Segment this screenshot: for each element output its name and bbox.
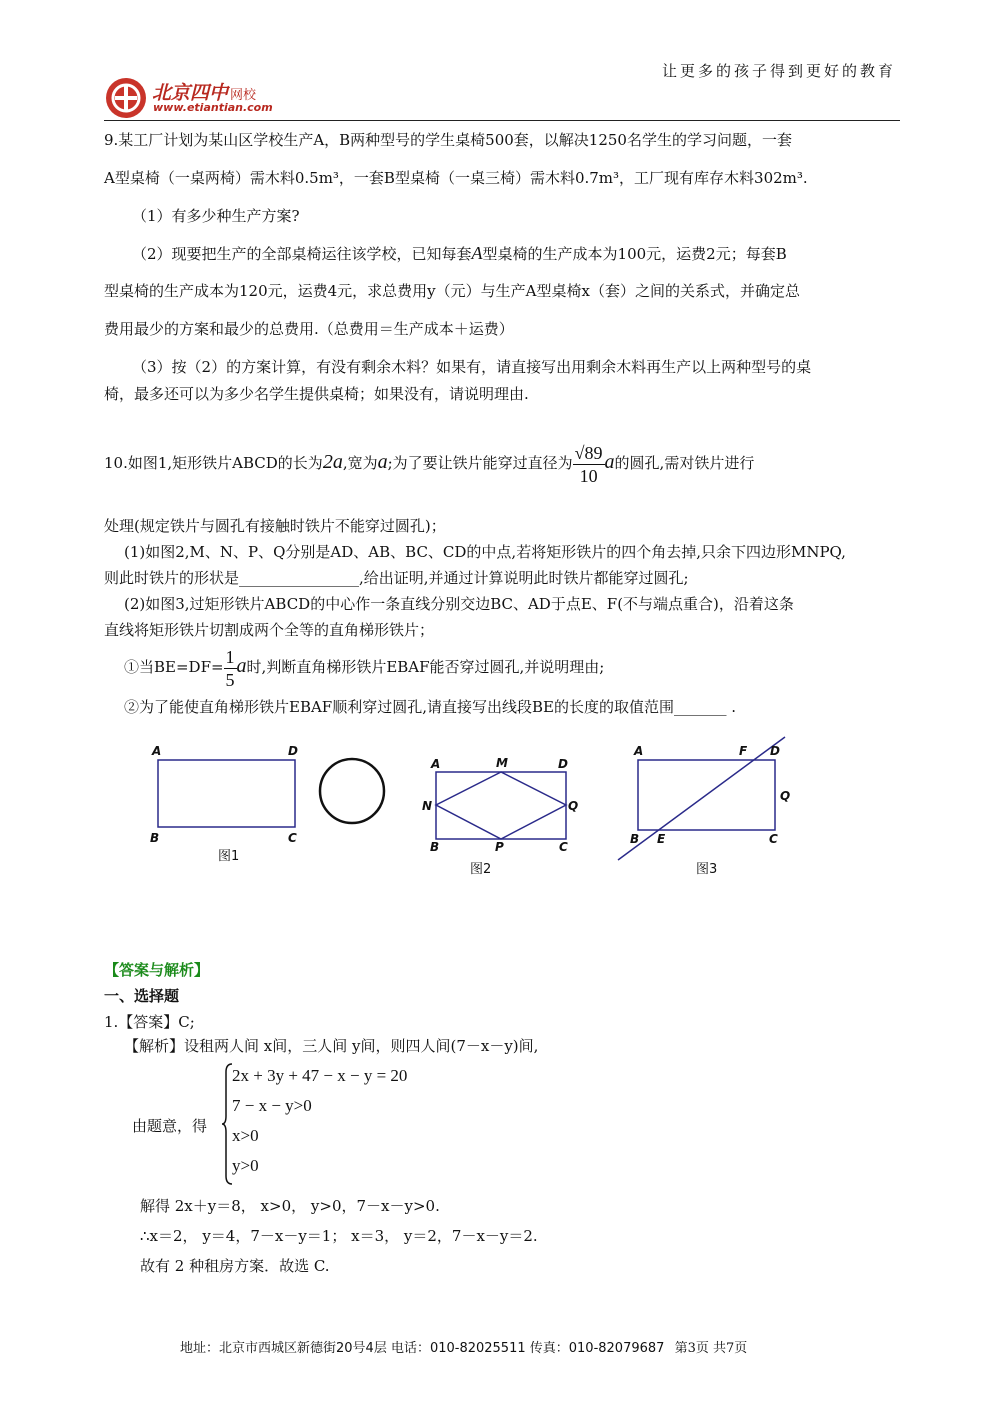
fig3-label-c: C <box>769 832 778 846</box>
q9-line-8: 椅，最多还可以为多少名学生提供桌椅；如果没有，请说明理由. <box>104 385 529 403</box>
q10-line-1: 10.如图1,矩形铁片ABCD的长为2a,宽为a;为了要让铁片能穿过直径为 $\frac{√89}{10}$ a的圆孔,需对铁片进行 <box>104 442 755 486</box>
section-heading: 一、选择题 <box>104 987 180 1005</box>
fig1-label-c: C <box>288 831 297 845</box>
q9-line-2: A型桌椅（一桌两椅）需木料0.5m³，一套B型桌椅（一桌三椅）需木料0.7m³，工厂现有库存木料302m³. <box>104 169 808 187</box>
equation-3: x>0 <box>232 1126 259 1145</box>
fig3-label-q: Q <box>780 789 791 803</box>
figures-diagram <box>140 735 820 885</box>
answers-title: 【答案与解析】 <box>104 961 210 979</box>
equation-1: 2x + 3y + 47 − x − y = 20 <box>232 1066 408 1085</box>
fig1-rectangle <box>158 760 295 827</box>
q10-line-6: 直线将矩形铁片切割成两个全等的直角梯形铁片； <box>104 621 435 639</box>
fig3-caption: 图3 <box>696 862 718 877</box>
q9-line-3: （1）有多少种生产方案? <box>132 207 300 225</box>
answer-1: 1.【答案】C; <box>104 1013 195 1031</box>
fig3-label-b: B <box>630 832 640 846</box>
q10-line-5: (2)如图3,过矩形铁片ABCD的中心作一条直线分别交边BC、AD于点E、F(不与端点重合)，沿着这条 <box>124 595 794 613</box>
q10-line-2: 处理(规定铁片与圆孔有接触时铁片不能穿过圆孔)； <box>104 517 446 535</box>
q9-line-5: 型桌椅的生产成本为120元，运费4元，求总费用y（元）与生产A型桌椅x（套）之间的关系式，并确定总 <box>104 282 800 300</box>
q10-line-3: (1)如图2,M、N、P、Q分别是AD、AB、BC、CD的中点,若将矩形铁片的四个角去掉,只余下四边形MNPQ, <box>124 543 846 561</box>
solution-line-3: 故有 2 种租房方案．故选 C. <box>140 1257 330 1275</box>
equation-4: y>0 <box>232 1156 259 1175</box>
fig1-caption: 图1 <box>218 849 240 864</box>
logo-emblem <box>104 76 148 120</box>
fig3-label-e: E <box>657 832 666 846</box>
hole-circle <box>320 759 384 823</box>
equation-2: 7 − x − y>0 <box>232 1096 312 1115</box>
q10-line-4: 则此时铁片的形状是________________,给出证明,并通过计算说明此时铁片都能穿过圆孔; <box>104 569 689 587</box>
logo-brand: 北京四中 网校 <box>152 82 257 104</box>
fig2-label-q: Q <box>568 799 579 813</box>
fig2-label-m: M <box>496 756 508 770</box>
fig3-label-d: D <box>770 744 780 758</box>
fig1-label-a: A <box>152 744 162 758</box>
footer-address: 地址：北京市西城区新德街20号4层 电话：010-82025511 传真：010-82079687 <box>180 1341 665 1356</box>
q9-line-1: 9.某工厂计划为某山区学校生产A，B两种型号的学生桌椅500套，以解决1250名学生的学习问题，一套 <box>104 131 792 149</box>
fig2-label-c: C <box>559 840 568 854</box>
footer-page: 第3页 共7页 <box>674 1341 748 1356</box>
q9-line-6: 费用最少的方案和最少的总费用.（总费用＝生产成本＋运费） <box>104 320 514 338</box>
by-condition-label: 由题意，得 <box>132 1117 208 1135</box>
fig2-label-a: A <box>431 757 441 771</box>
logo-sub: 网校 <box>230 88 257 103</box>
slogan: 让更多的孩子得到更好的教育 <box>661 62 896 80</box>
fig2-rectangle <box>436 772 566 839</box>
solution-line-1: 解得 2x＋y＝8， x>0， y>0，7－x－y>0. <box>140 1197 440 1215</box>
diameter-fraction: $\frac{√89}{10}$ <box>574 442 603 486</box>
fig2-label-b: B <box>430 840 440 854</box>
fig1-label-d: D <box>288 744 298 758</box>
fig1-label-b: B <box>150 831 160 845</box>
fig2-label-n: N <box>422 799 433 813</box>
analysis-1: 【解析】设租两人间 x间，三人间 y间，则四人间(7－x－y)间, <box>124 1037 539 1055</box>
fig2-label-p: P <box>495 840 504 854</box>
fig3-label-a: A <box>634 744 644 758</box>
q10-line-8: ②为了能使直角梯形铁片EBAF顺利穿过圆孔,请直接写出线段BE的长度的取值范围_______ . <box>124 698 736 716</box>
footer <box>180 1337 840 1356</box>
q9-line-4: （2）现要把生产的全部桌椅运往该学校，已知每套A型桌椅的生产成本为100元，运费2元；每套B <box>132 243 787 263</box>
q10-line-7: ①当BE=DF= $\frac{1}{5}$ a时,判断直角梯形铁片EBAF能否穿过圆孔,并说明理由; <box>124 646 605 690</box>
logo-emblem-icon <box>104 76 148 120</box>
fig2-label-d: D <box>558 757 568 771</box>
fig2-caption: 图2 <box>470 862 492 877</box>
fig3-label-f: F <box>739 744 748 758</box>
be-fraction: $\frac{1}{5}$ <box>225 646 235 690</box>
header-divider <box>104 120 900 121</box>
logo-url: www.etiantian.com <box>153 101 273 114</box>
fig2-rhombus <box>436 772 566 839</box>
solution-line-2: ∴x＝2， y＝4，7－x－y＝1； x＝3， y＝2，7－x－y＝2. <box>140 1227 538 1245</box>
q9-line-7: （3）按（2）的方案计算，有没有剩余木料？如果有，请直接写出用剩余木料再生产以上两种型号的桌 <box>132 358 812 376</box>
